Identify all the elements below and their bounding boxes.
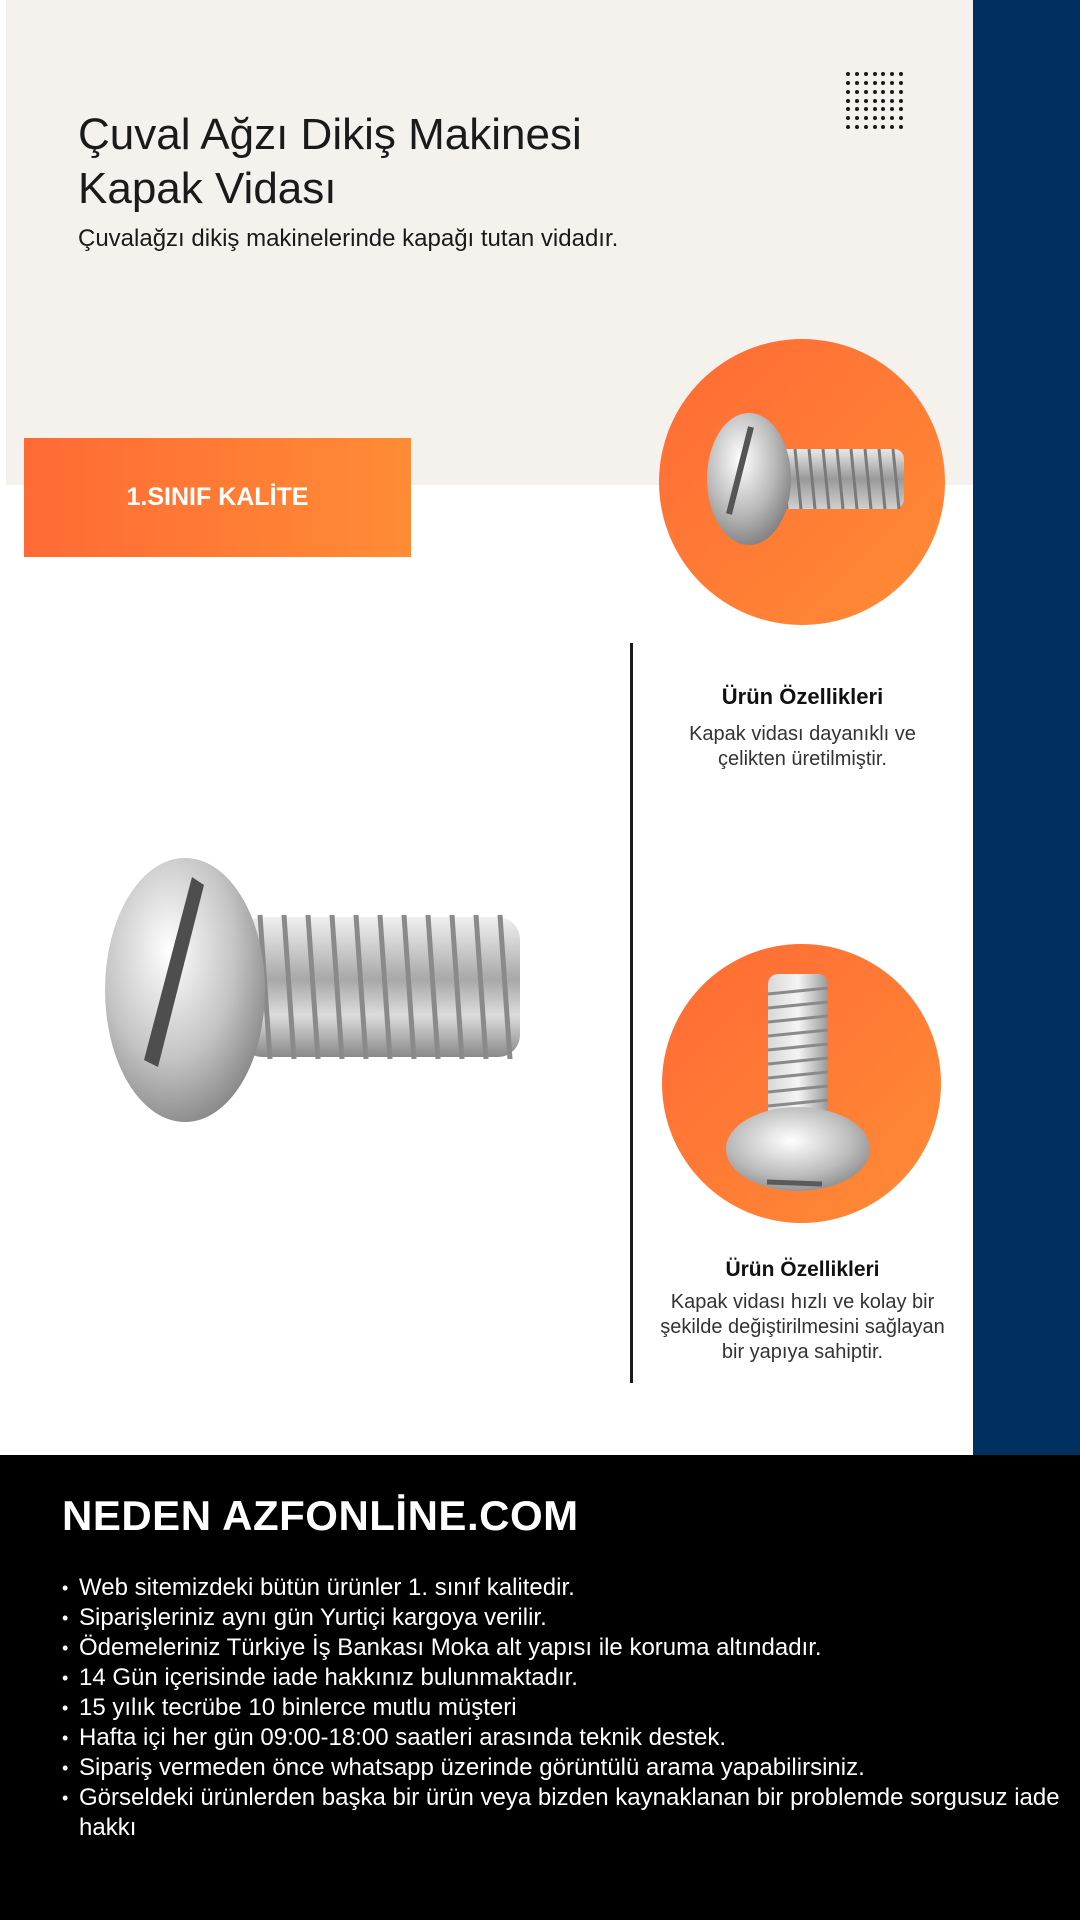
list-item: • Web sitemizdeki bütün ürünler 1. sınıf kalitedir. — [62, 1573, 1062, 1603]
page-subtitle: Çuvalağzı dikiş makinelerinde kapağı tutan vidadır. — [78, 225, 619, 252]
screw-side-image — [659, 339, 945, 625]
list-item: • Hafta içi her gün 09:00-18:00 saatleri arasında teknik destek. — [62, 1723, 1062, 1753]
screw-main-image — [100, 855, 530, 1130]
list-item: • Sipariş vermeden önce whatsapp üzerinde görüntülü arama yapabilirsiniz. — [62, 1753, 1062, 1783]
feature-2-title: Ürün Özellikleri — [725, 1258, 880, 1281]
list-item: • Siparişleriniz aynı gün Yurtiçi kargoya verilir. — [62, 1603, 1062, 1633]
why-us-list — [62, 1573, 1062, 1843]
feature-1-title: Ürün Özellikleri — [721, 684, 884, 709]
product-photo-circle-2 — [662, 944, 941, 1223]
navy-side-stripe — [973, 0, 1080, 1455]
why-us-section — [0, 1455, 1080, 1920]
product-photo-circle-1 — [659, 339, 945, 625]
list-item: • 14 Gün içerisinde iade hakkınız bulunmaktadır. — [62, 1663, 1062, 1693]
quality-badge — [24, 438, 411, 557]
vertical-divider — [630, 643, 633, 1383]
list-item: • 15 yılık tecrübe 10 binlerce mutlu müşteri — [62, 1693, 1062, 1723]
feature-1-description: Kapak vidası dayanıklı ve çelikten üretilmiştir. — [689, 723, 916, 770]
dot-grid-decoration — [846, 72, 908, 134]
page-title: Çuval Ağzı Dikiş Makinesi Kapak Vidası — [78, 110, 582, 213]
list-item: • Görseldeki ürünlerden başka bir ürün veya bizden kaynaklanan bir problemde sorgusuz iade hakkı — [62, 1783, 1062, 1843]
feature-2-description: Kapak vidası hızlı ve kolay bir şekilde değiştirilmesini sağlayan bir yapıya sahiptir. — [660, 1291, 945, 1363]
screw-upright-image — [662, 944, 941, 1223]
why-us-heading: NEDEN AZFONLİNE.COM — [62, 1492, 579, 1539]
quality-badge-label: 1.SINIF KALİTE — [126, 483, 309, 511]
list-item: • Ödemeleriniz Türkiye İş Bankası Moka alt yapısı ile koruma altındadır. — [62, 1633, 1062, 1663]
